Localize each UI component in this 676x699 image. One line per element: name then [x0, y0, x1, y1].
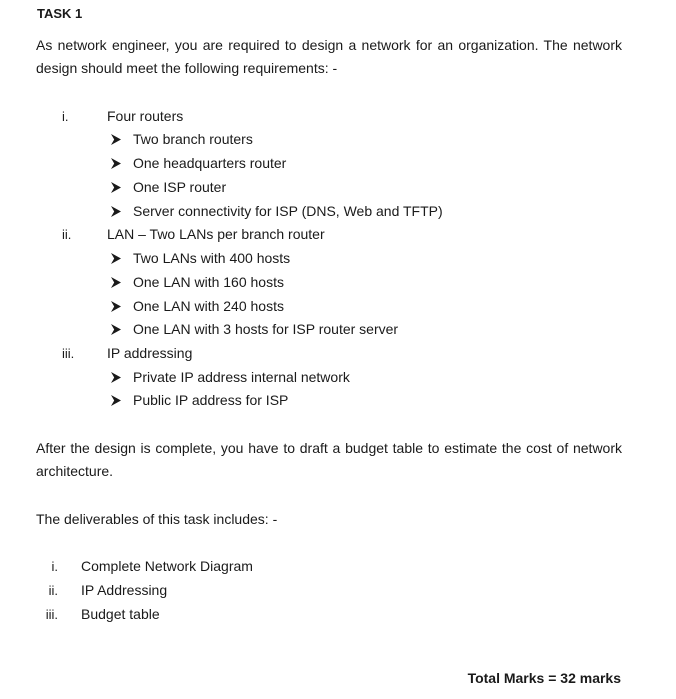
requirement-bullet [111, 392, 288, 408]
intro-line-1: As network engineer, you are required to design a network for an organization. The network [36, 37, 622, 53]
requirement-bullet [111, 274, 284, 290]
arrowhead-bullet-icon [111, 372, 121, 383]
requirement-numeral: ii. [62, 227, 72, 242]
after-design-paragraph [36, 437, 622, 483]
bullet-text: Server connectivity for ISP (DNS, Web and TFTP) [133, 203, 443, 219]
requirement-bullet [111, 131, 253, 147]
arrowhead-bullet-icon [111, 301, 121, 312]
bullet-text: Public IP address for ISP [133, 392, 289, 408]
bullet-text: Two LANs with 400 hosts [133, 250, 291, 266]
task-title: TASK 1 [37, 6, 83, 21]
requirement-bullet [111, 250, 290, 266]
requirement-bullet [111, 369, 350, 385]
intro-paragraph [36, 34, 622, 80]
deliverable-label: IP Addressing [81, 582, 168, 598]
bullet-text: One LAN with 3 hosts for ISP router server [133, 321, 399, 337]
arrowhead-bullet-icon [111, 158, 121, 169]
deliverable-numeral: i. [51, 559, 58, 574]
after-design-line-2: architecture. [36, 463, 114, 479]
requirement-label: IP addressing [107, 345, 193, 361]
bullet-text: Two branch routers [133, 131, 253, 147]
bullet-text: Private IP address internal network [133, 369, 350, 385]
deliverables-intro: The deliverables of this task includes: - [36, 511, 278, 527]
arrowhead-bullet-icon [111, 395, 121, 406]
deliverable-numeral: iii. [45, 607, 58, 622]
requirement-bullet [111, 203, 443, 219]
requirement-bullet [111, 321, 398, 337]
arrowhead-bullet-icon [111, 277, 121, 288]
requirement-bullet [111, 155, 286, 171]
bullet-text: One LAN with 240 hosts [133, 298, 284, 314]
total-marks: Total Marks = 32 marks [467, 670, 621, 686]
deliverable-numeral: ii. [48, 583, 58, 598]
bullet-text: One LAN with 160 hosts [133, 274, 284, 290]
bullet-text: One headquarters router [133, 155, 287, 171]
requirement-numeral: iii. [62, 346, 75, 361]
arrowhead-bullet-icon [111, 324, 121, 335]
arrowhead-bullet-icon [111, 134, 121, 145]
deliverable-label: Complete Network Diagram [81, 558, 253, 574]
bullet-text: One ISP router [133, 179, 227, 195]
requirement-numeral: i. [62, 109, 69, 124]
after-design-line-1: After the design is complete, you have to draft a budget table to estimate the cost of network [36, 440, 622, 456]
arrowhead-bullet-icon [111, 182, 121, 193]
deliverable-label: Budget table [81, 606, 160, 622]
requirement-label: LAN – Two LANs per branch router [107, 226, 325, 242]
requirement-bullet [111, 298, 284, 314]
requirement-label: Four routers [107, 108, 184, 124]
requirement-bullet [111, 179, 226, 195]
arrowhead-bullet-icon [111, 253, 121, 264]
arrowhead-bullet-icon [111, 206, 121, 217]
intro-line-2: design should meet the following requirements: - [36, 60, 338, 76]
